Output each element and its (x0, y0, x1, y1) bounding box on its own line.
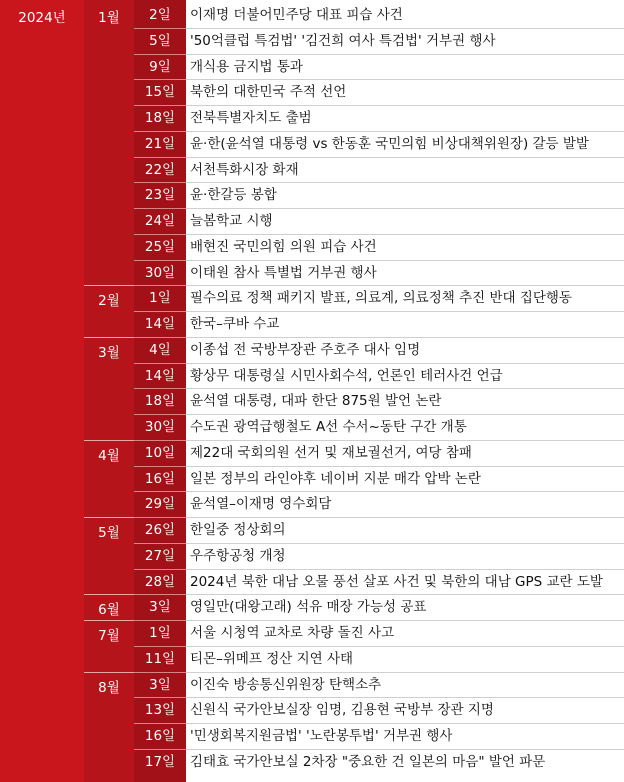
event-day: 30일 (144, 419, 176, 435)
month-label: 4월 (98, 447, 120, 464)
month-separator (84, 337, 134, 338)
month-label: 8월 (98, 679, 120, 696)
event-day: 18일 (144, 393, 176, 410)
event-day: 1일 (149, 625, 171, 641)
event-description: 윤석열 대통령, 대파 한단 875원 발언 논란 (190, 393, 442, 410)
event-description: 윤·한갈등 봉합 (190, 187, 277, 204)
event-day: 3일 (149, 599, 171, 616)
event-description: 개식용 금지법 통과 (190, 58, 303, 75)
month-separator (84, 594, 134, 595)
event-day: 16일 (144, 728, 176, 744)
month-separator (84, 285, 134, 286)
event-description: 이태원 참사 특별법 거부권 행사 (190, 264, 377, 281)
event-description: 김태효 국가안보실 2차장 "중요한 건 일본의 마음" 발언 파문 (190, 753, 546, 770)
month-label: 1월 (98, 10, 120, 26)
event-day: 5일 (149, 32, 171, 49)
event-day: 14일 (144, 367, 176, 384)
month-label: 2월 (98, 293, 120, 310)
event-description: '민생회복지원금법' '노란봉투법' 거부권 행사 (190, 728, 453, 744)
month-separator (84, 517, 134, 518)
month-separator (84, 672, 134, 673)
event-description: 영일만(대왕고래) 석유 매장 가능성 공표 (190, 599, 427, 616)
event-description: 배현진 국민의힘 의원 피습 사건 (190, 238, 377, 255)
event-description: 우주항공청 개청 (190, 547, 286, 564)
event-day: 16일 (144, 470, 176, 487)
event-day: 18일 (144, 110, 176, 126)
event-description: 북한의 대한민국 주적 선언 (190, 84, 347, 101)
month-label: 7월 (98, 628, 120, 644)
year-column (0, 0, 84, 782)
month-separator (84, 620, 134, 621)
event-day: 27일 (144, 547, 176, 564)
event-description: 제22대 국회의원 선거 및 재보궐선거, 여당 참패 (190, 444, 472, 461)
event-day: 22일 (144, 161, 176, 178)
event-day: 29일 (144, 496, 176, 513)
event-day: 17일 (144, 753, 176, 770)
event-day: 21일 (144, 135, 176, 152)
month-label: 3월 (98, 344, 120, 361)
year-label: 2024년 (18, 10, 66, 26)
event-day: 15일 (144, 84, 176, 101)
event-description: 이재명 더불어민주당 대표 피습 사건 (190, 7, 403, 23)
event-description: '50억클럽 특검법' '김건희 여사 특검법' 거부권 행사 (190, 32, 496, 49)
event-day: 28일 (144, 573, 176, 590)
event-description: 전북특별자치도 출범 (190, 110, 312, 126)
event-description: 신원식 국가안보실장 임명, 김용현 국방부 장관 지명 (190, 702, 494, 719)
event-description: 한국–쿠바 수교 (190, 316, 280, 332)
event-day: 10일 (144, 444, 176, 461)
event-day: 23일 (144, 187, 176, 204)
event-day: 3일 (149, 676, 171, 693)
month-column (84, 0, 134, 782)
event-description: 필수의료 정책 패키지 발표, 의료계, 의료정책 추진 반대 집단행동 (190, 290, 572, 307)
event-day: 11일 (144, 650, 176, 667)
event-description: 늘봄학교 시행 (190, 213, 273, 229)
event-day: 2일 (149, 7, 171, 23)
event-day: 9일 (149, 58, 171, 75)
event-day: 4일 (149, 341, 171, 358)
month-label: 5월 (98, 525, 120, 541)
event-day: 24일 (144, 213, 176, 229)
event-day: 30일 (144, 264, 176, 281)
event-description: 윤·한(윤석열 대통령 vs 한동훈 국민의힘 비상대책위원장) 갈등 발발 (190, 135, 589, 152)
event-description: 서천특화시장 화재 (190, 161, 299, 178)
event-description: 한일중 정상회의 (190, 522, 286, 538)
month-separator (84, 440, 134, 441)
event-description: 2024년 북한 대남 오물 풍선 살포 사건 및 북한의 대남 GPS 교란 도발 (190, 573, 603, 590)
month-label: 6월 (98, 602, 120, 619)
event-description: 서울 시청역 교차로 차량 돌진 사고 (190, 625, 395, 641)
event-description: 윤석열–이재명 영수회담 (190, 496, 332, 513)
event-description: 이진숙 방송통신위원장 탄핵소추 (190, 676, 382, 693)
event-description: 이종섭 전 국방부장관 주호주 대사 임명 (190, 341, 421, 358)
event-description: 일본 정부의 라인야후 네이버 지분 매각 압박 논란 (190, 470, 481, 487)
event-description: 황상무 대통령실 시민사회수석, 언론인 테러사건 언급 (190, 367, 503, 384)
event-day: 26일 (144, 522, 176, 538)
event-day: 25일 (144, 238, 176, 255)
event-description: 티몬–위메프 정산 지연 사태 (190, 650, 354, 667)
event-day: 13일 (144, 702, 176, 719)
event-day: 14일 (144, 316, 176, 332)
event-day: 1일 (149, 290, 171, 307)
event-description: 수도권 광역급행철도 A선 수서~동탄 구간 개통 (190, 419, 467, 435)
